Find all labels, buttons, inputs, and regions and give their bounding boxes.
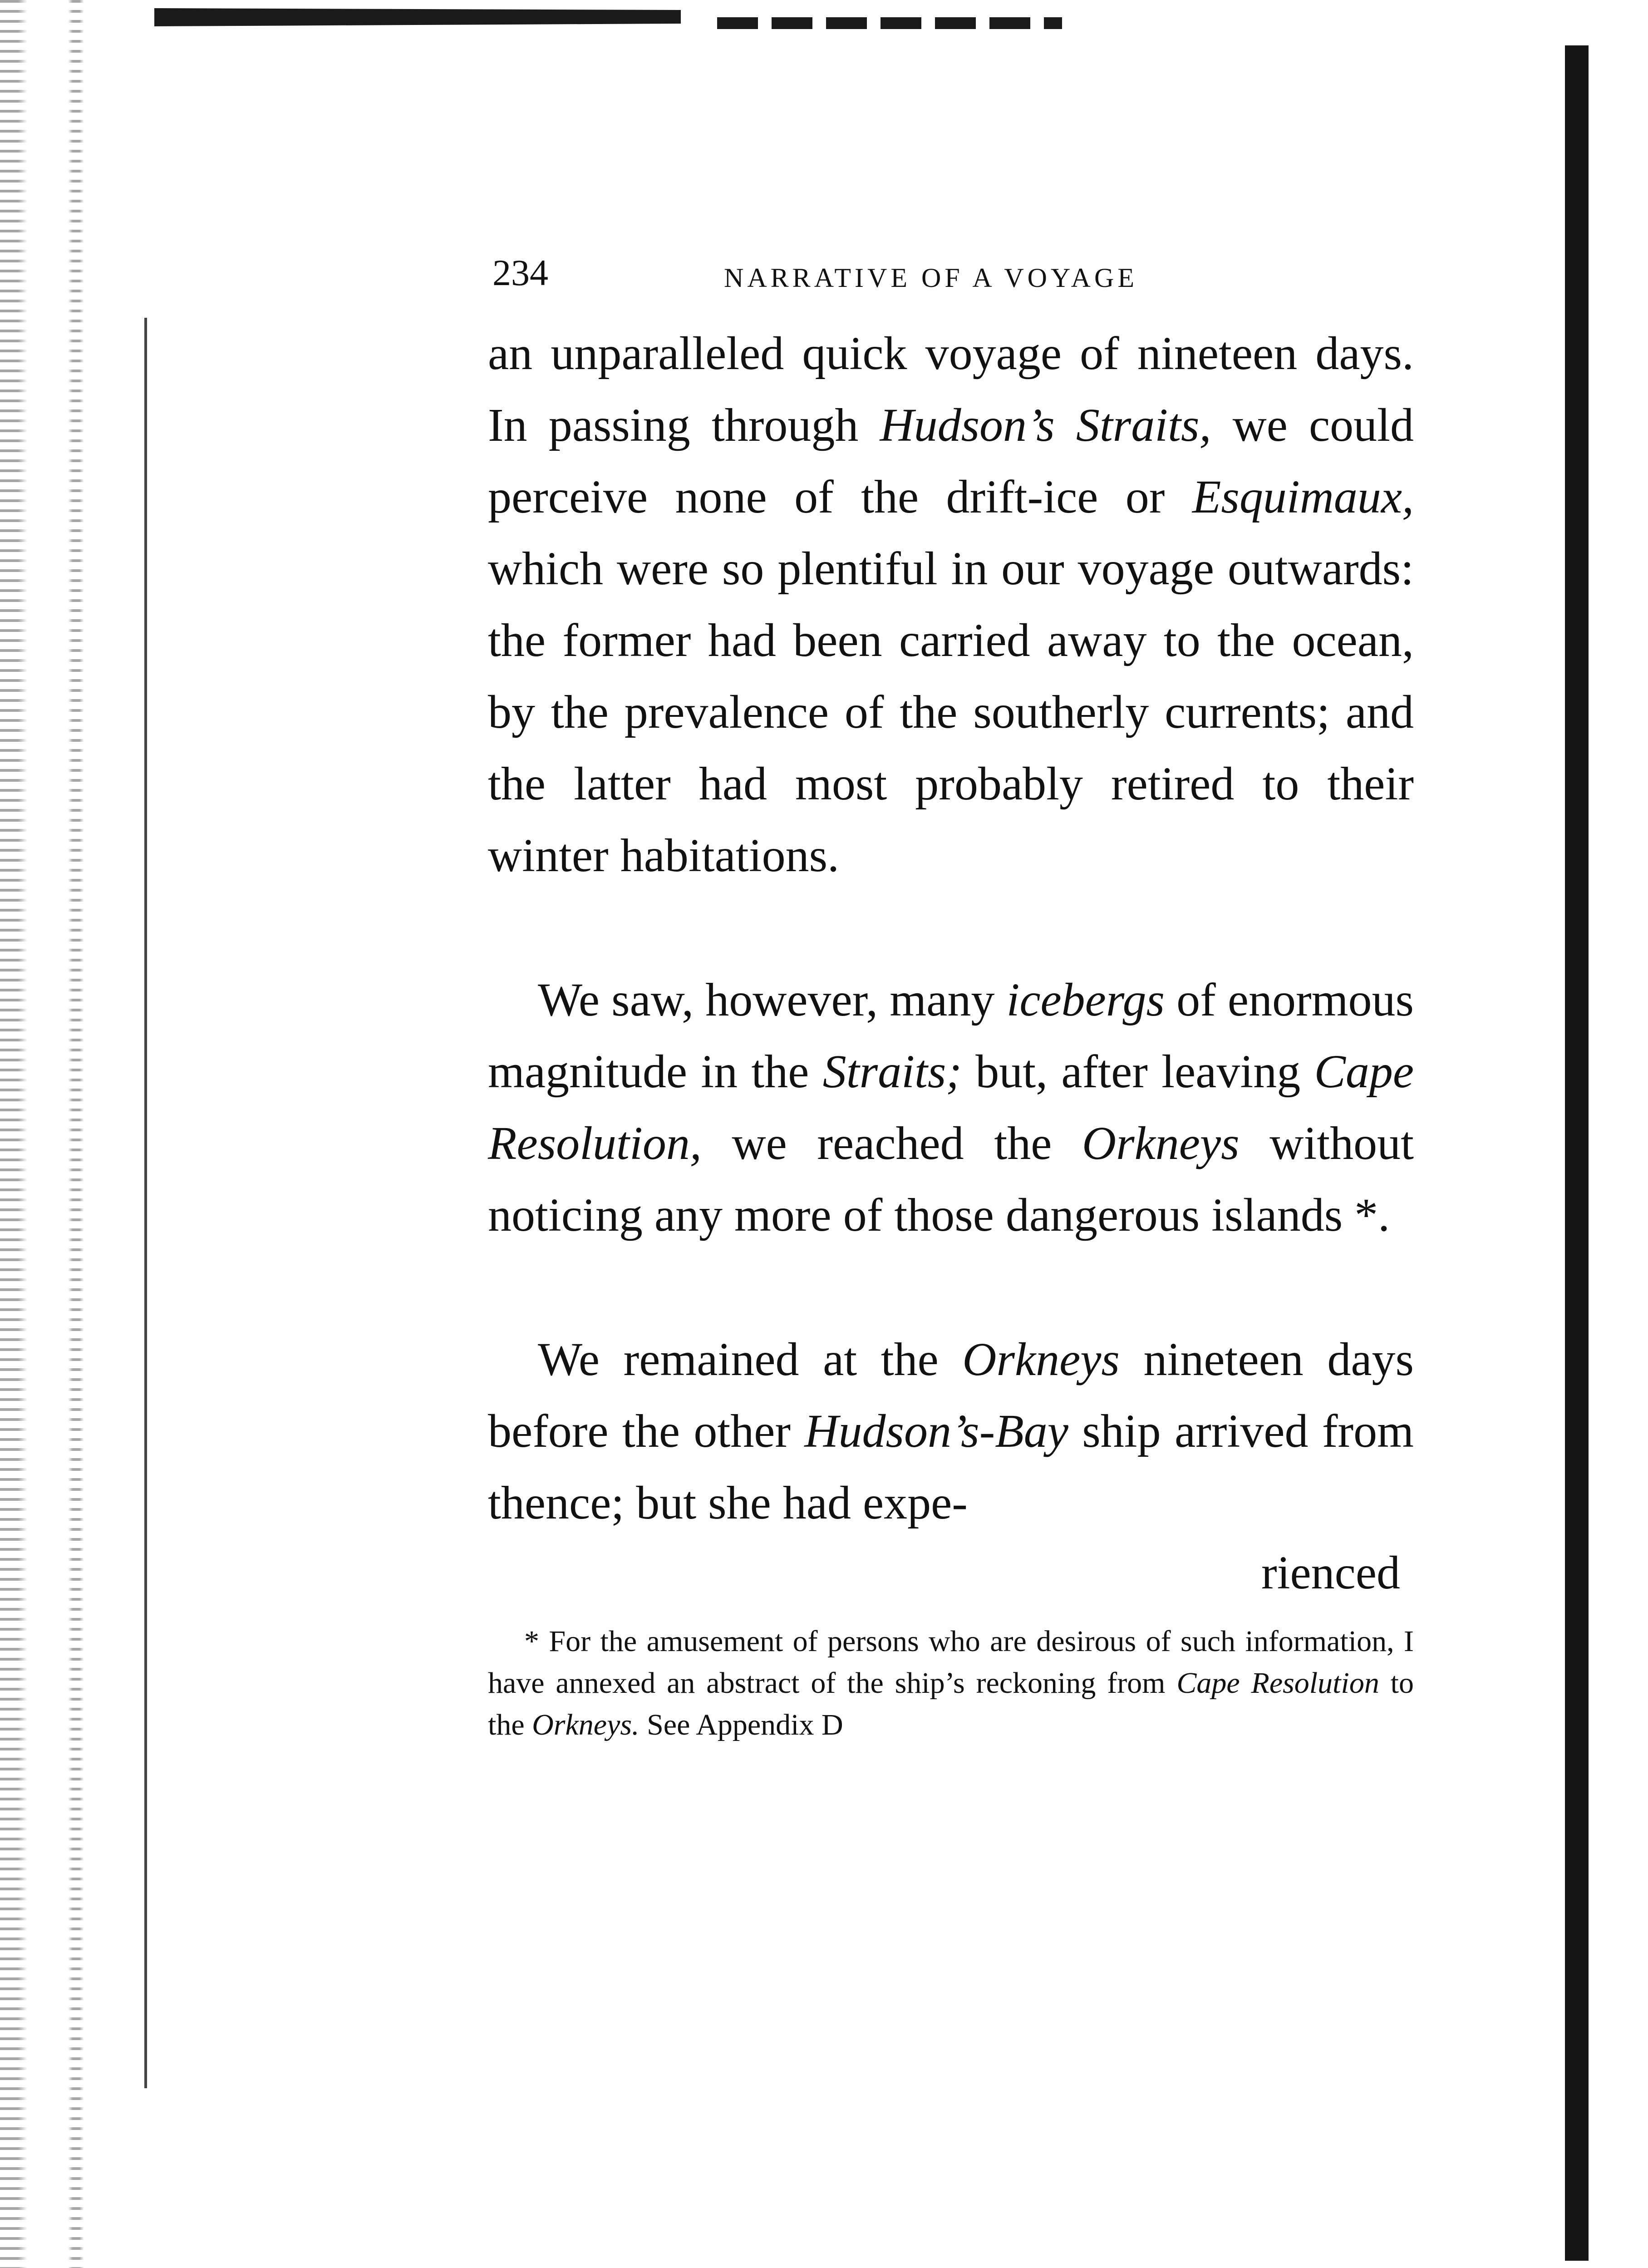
scan-margin-rule [144,318,147,2088]
text-run: but, after leaving [961,1045,1314,1098]
text-run: We remained at the [538,1333,963,1385]
book-page [488,254,1414,1746]
footnote-run: See Appendix D [639,1708,843,1741]
text-run-italic: Straits; [822,1045,962,1098]
text-run: which were so plentiful in our voyage outwards: the former had been carried away to the ocean, by the prevalence of the southerly currents; and the latter had most probably retired to their winter habitations. [488,542,1414,882]
text-run-italic: Cape Resolution, [488,1045,1414,1169]
running-head [488,254,1414,318]
text-run-italic: Hudson’s-Bay [804,1405,1068,1457]
running-title: NARRATIVE OF A VOYAGE [724,263,1138,293]
scan-right-edge [1565,45,1589,2261]
scan-top-shadow [154,8,681,26]
text-run-italic: Esquimaux, [1192,471,1414,523]
text-run: without noticing any more of those dangerous islands *. [488,1117,1414,1241]
paragraph-1 [488,318,1414,892]
footnote-run-italic: Orkneys. [532,1708,640,1741]
footnote-run: to the [488,1666,1414,1741]
text-run: we reached the [701,1117,1082,1169]
scan-top-shadow-right [717,17,1062,29]
text-run: ship arrived from thence; but she had expe- [488,1405,1414,1529]
text-run-italic: Orkneys [962,1333,1120,1385]
scan-binding-edge [0,0,136,2268]
page-number: 234 [492,252,548,293]
text-run: We saw, however, many [538,974,1007,1026]
text-run: we could perceive none of the drift-ice or [488,399,1414,523]
footnote [488,1621,1414,1746]
text-run: an unparalleled quick voyage of nineteen days. In passing through [488,327,1414,451]
text-run-italic: Hudson’s Straits, [880,399,1211,451]
text-run-italic: icebergs [1006,974,1165,1026]
text-run-italic: Orkneys [1082,1117,1240,1169]
text-run: of enormous magnitude in the [488,974,1414,1098]
catchword: rienced [1261,1547,1400,1599]
footnote-run-italic: Cape Resolution [1176,1666,1379,1700]
paragraph-2 [488,964,1414,1251]
paragraph-3 [488,1324,1414,1539]
footnote-run: * For the amusement of persons who are desirous of such information, I have annexed an abstract of the ship’s reckoning from [488,1625,1414,1700]
text-run: nineteen days before the other [488,1333,1414,1457]
